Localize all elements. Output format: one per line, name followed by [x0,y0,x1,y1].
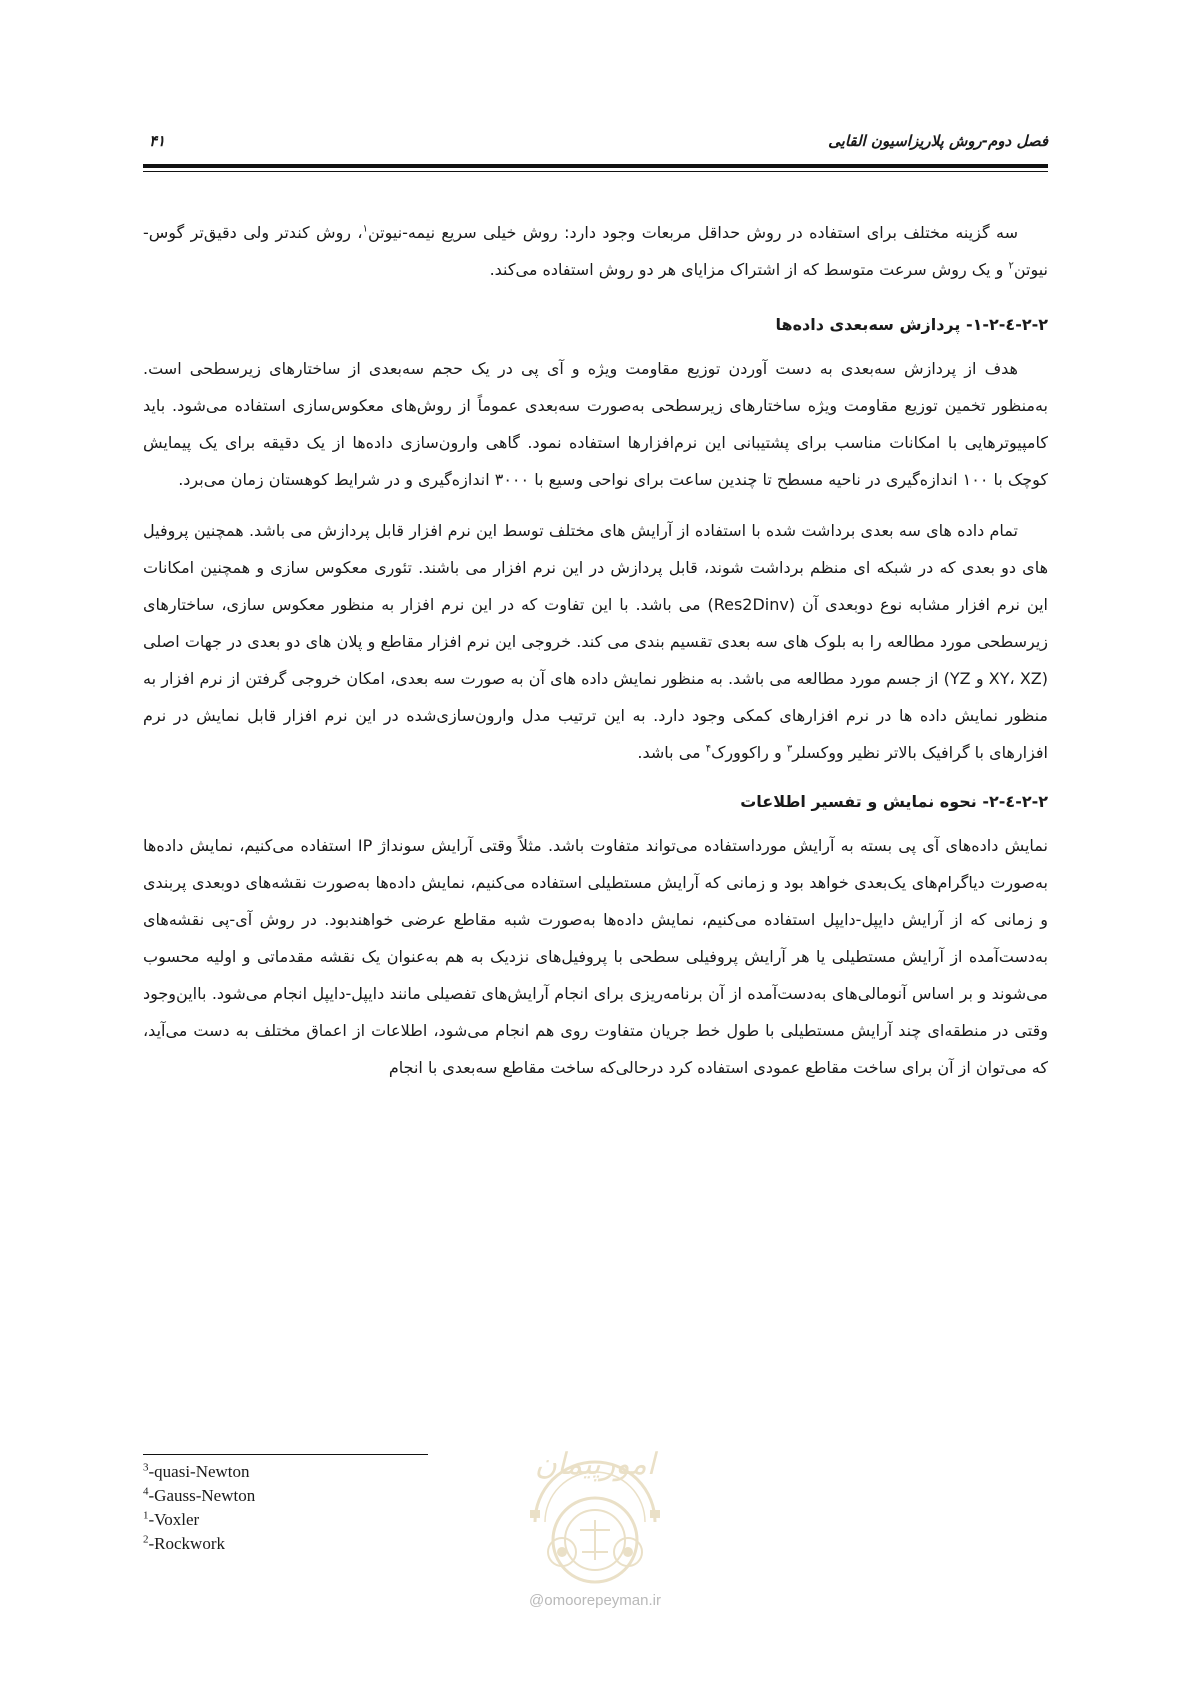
paragraph-software-text-1: تمام داده های سه بعدی برداشت شده با استفاده از آرایش های مختلف توسط این نرم افزار قابل پردازش می باشد. همچنین پروفیل های دو بعدی که در شبکه ای منظم برداشت شوند، قابل پردازش در این نرم افزار می باشند. تئوری معکوس سازی و همچنین امکانات این نرم افزار مشابه نوع دوبعدی آن (Res2Dinv) می باشد. با این تفاوت که در این نرم افزار به منظور معکوس سازی، ساختارهای زیرسطحی مورد مطالعه را به بلوک های سه بعدی تقسیم بندی می کند. خروجی این نرم افزار مقاطع و پلان های دو بعدی در جهات اصلی (XY، XZ و YZ) از جسم مورد مطالعه می باشد. به منظور نمایش داده های آن به صورت سه بعدی، امکان خروجی گرفتن از نرم افزار به منظور نمایش داده ها در نرم افزارهای کمکی وجود دارد. به این ترتیب مدل وارون‌سازی‌شده در این نرم افزار قابل نمایش در نرم افزارهای با گرافیک بالاتر نظیر ووکسلر [143,521,1048,762]
intro-text-2: ، روش کندتر ولی دقیق‌تر گوس-نیوتن [143,223,1048,279]
watermark-script: امورپیمان [534,1447,656,1482]
intro-text-3: و یک روش سرعت متوسط که از اشتراک مزایای هر دو روش استفاده می‌کند. [489,260,1009,279]
header-rule-thick [143,164,1048,168]
footnote-ref: ۳ [786,743,793,755]
footnote-ref: ۲ [1008,260,1014,272]
footnote-ref: ۱ [362,223,368,235]
watermark-logo [500,1412,690,1592]
paragraph-display: نمایش داده‌های آی پی بسته به آرایش مورداستفاده می‌تواند متفاوت باشد. مثلاً وقتی آرایش سونداژ IP استفاده می‌کنیم، نمایش داده‌ها به‌صورت دیاگرام‌های یک‌بعدی خواهد بود و زمانی که آرایش مستطیلی استفاده می‌کنیم، نمایش داده‌ها به‌صورت نقشه‌های دوبعدی پربندی و زمانی که از آرایش دایپل-دایپل استفاده می‌کنیم، نمایش داده‌ها به‌صورت شبه مقاطع عرضی خواهندبود. در روش آی-پی نقشه‌های به‌دست‌آمده از آرایش مستطیلی یا هر آرایش پروفیلی سطحی با پروفیل‌های نزدیک به هم به‌عنوان یک نقشه مقدماتی و اولیه محسوب می‌شوند و بر اساس آنومالی‌های به‌دست‌آمده از آن برنامه‌ریزی برای انجام آرایش‌های تفصیلی مانند دایپل-دایپل انجام می‌شود. بااین‌وجود وقتی در منطقه‌ای چند آرایش مستطیلی با طول خط جریان متفاوت روی هم انجام می‌شود، اطلاعات از اعماق مختلف به دست می‌آید، که می‌توان از آن برای ساخت مقاطع عمودی استفاده کرد درحالی‌که ساخت مقاطع سه‌بعدی با انجام [143,836,1049,1077]
section-heading: ۲-۲-٤-۲- نحوه نمایش و تفسیر اطلاعات [740,792,1048,811]
intro-text-1: سه گزینه مختلف برای استفاده در روش حداقل مربعات وجود دارد: روش خیلی سریع نیمه-نیوتن [367,223,1019,242]
footnote: $^3$-quasi-Newton [143,1461,250,1481]
paragraph-software-text-3: می باشد. [637,743,706,762]
intro-paragraph [143,214,1048,288]
footnote: $^1$-Voxler [143,1509,200,1529]
body-text [143,214,1048,1086]
header-rule-thin [143,171,1048,172]
paragraph-software [143,512,1048,771]
paragraph-software-text-2: و راکوورک [711,743,787,762]
running-title: فصل دوم-روش پلاریزاسیون القایی [828,132,1048,150]
footnote-separator [143,1454,428,1455]
section-heading: ۲-۲-٤-۱-۲- پردازش سه‌بعدی داده‌ها [775,315,1048,334]
footnote-ref: ۴ [705,743,712,755]
page-number: ۴۱ [149,132,166,150]
footnote: $^4$-Gauss-Newton [143,1485,256,1505]
running-header [143,132,1048,160]
footnote: $^2$-Rockwork [143,1533,225,1553]
paragraph-3d-processing: هدف از پردازش سه‌بعدی به دست آوردن توزیع مقاومت ویژه و آی پی در یک حجم سه‌بعدی از ساختارهای زیرسطحی است. به‌منظور تخمین توزیع مقاومت ویژه ساختارهای زیرسطحی به‌صورت سه‌بعدی عموماً از روش‌های معکوس‌سازی استفاده می‌شود. باید کامپیوترهایی با امکانات مناسب برای پشتیبانی این نرم‌افزارها استفاده نمود. گاهی وارون‌سازی داده‌ها از یک دقیقه برای یک پیمایش کوچک با ۱۰۰ اندازه‌گیری در ناحیه مسطح تا چندین ساعت برای نواحی وسیع با ۳۰۰۰ اندازه‌گیری و در شرایط کوهستان زمان می‌برد. [143,359,1048,489]
footnotes [143,1460,255,1556]
watermark-site: @omoorepeyman.ir [529,1592,661,1609]
